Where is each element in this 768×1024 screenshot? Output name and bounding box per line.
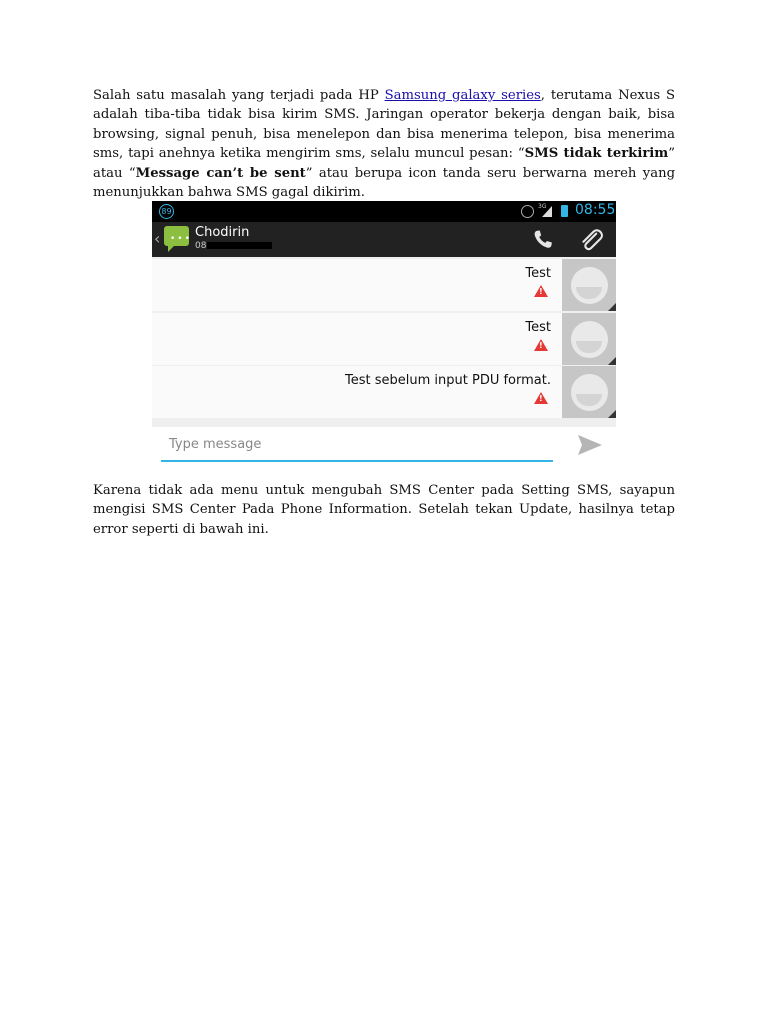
status-time: 08:55 <box>575 202 616 218</box>
intro-lead: Salah satu masalah yang terjadi pada HP <box>93 88 385 103</box>
contact-name: Chodirin <box>195 225 250 240</box>
message-item[interactable] <box>152 366 616 418</box>
message-text: Test <box>525 320 551 335</box>
message-input-placeholder: Type message <box>169 437 262 452</box>
samsung-galaxy-link[interactable]: Samsung galaxy series <box>384 88 541 103</box>
battery-icon <box>561 205 568 217</box>
network-type: 3G <box>538 203 547 210</box>
intro-paragraph <box>93 86 675 202</box>
redacted-number <box>207 242 272 249</box>
alarm-icon <box>521 205 534 218</box>
sms-screenshot <box>152 201 616 467</box>
message-input[interactable] <box>161 434 553 462</box>
status-bar <box>152 201 616 222</box>
followup-paragraph: Karena tidak ada menu untuk mengubah SMS Center pada Setting SMS, sayapun mengisi SMS Center Pada Phone Information. Setelah tekan Update, hasilnya tetap error seperti di bawah ini. <box>93 483 675 537</box>
contact-avatar <box>562 259 616 311</box>
intro-tail: ” atau berupa icon tanda seru berwarna mereh yang menunjukkan bahwa SMS gagal dikirim. <box>93 165 676 201</box>
contact-avatar <box>562 313 616 365</box>
contact-number: 08 <box>195 241 207 251</box>
error-message-1: SMS tidak terkirim <box>524 146 669 162</box>
notification-count-icon: 89 <box>159 204 174 219</box>
attachment-icon[interactable] <box>577 226 605 254</box>
send-failed-icon: ! <box>534 339 548 351</box>
message-list <box>152 257 616 427</box>
signal-icon <box>542 206 552 217</box>
intro-mid2: ” atau “ <box>93 146 675 181</box>
message-text: Test <box>525 266 551 281</box>
send-failed-icon: ! <box>534 285 548 297</box>
contact-avatar <box>562 366 616 418</box>
message-item[interactable] <box>152 259 616 311</box>
message-item[interactable] <box>152 313 616 365</box>
error-message-2: Message can’t be sent <box>135 165 306 181</box>
compose-bar <box>152 427 616 467</box>
send-icon[interactable] <box>577 434 603 456</box>
conversation-header <box>152 222 616 257</box>
messaging-app-icon: ••• <box>164 226 189 246</box>
message-text: Test sebelum input PDU format. <box>345 373 551 388</box>
back-chevron-icon[interactable]: ‹ <box>154 229 161 248</box>
send-failed-icon: ! <box>534 392 548 404</box>
intro-mid: , terutama Nexus S adalah tiba-tiba tidak bisa kirim SMS. Jaringan operator bekerja dengan baik, bisa browsing, signal penuh, bisa menelepon dan bisa menerima telepon, bisa menerima sms, tapi anehnya ketika mengirim sms, selalu muncul pesan: “ <box>93 88 676 162</box>
phone-call-icon[interactable] <box>530 227 556 253</box>
